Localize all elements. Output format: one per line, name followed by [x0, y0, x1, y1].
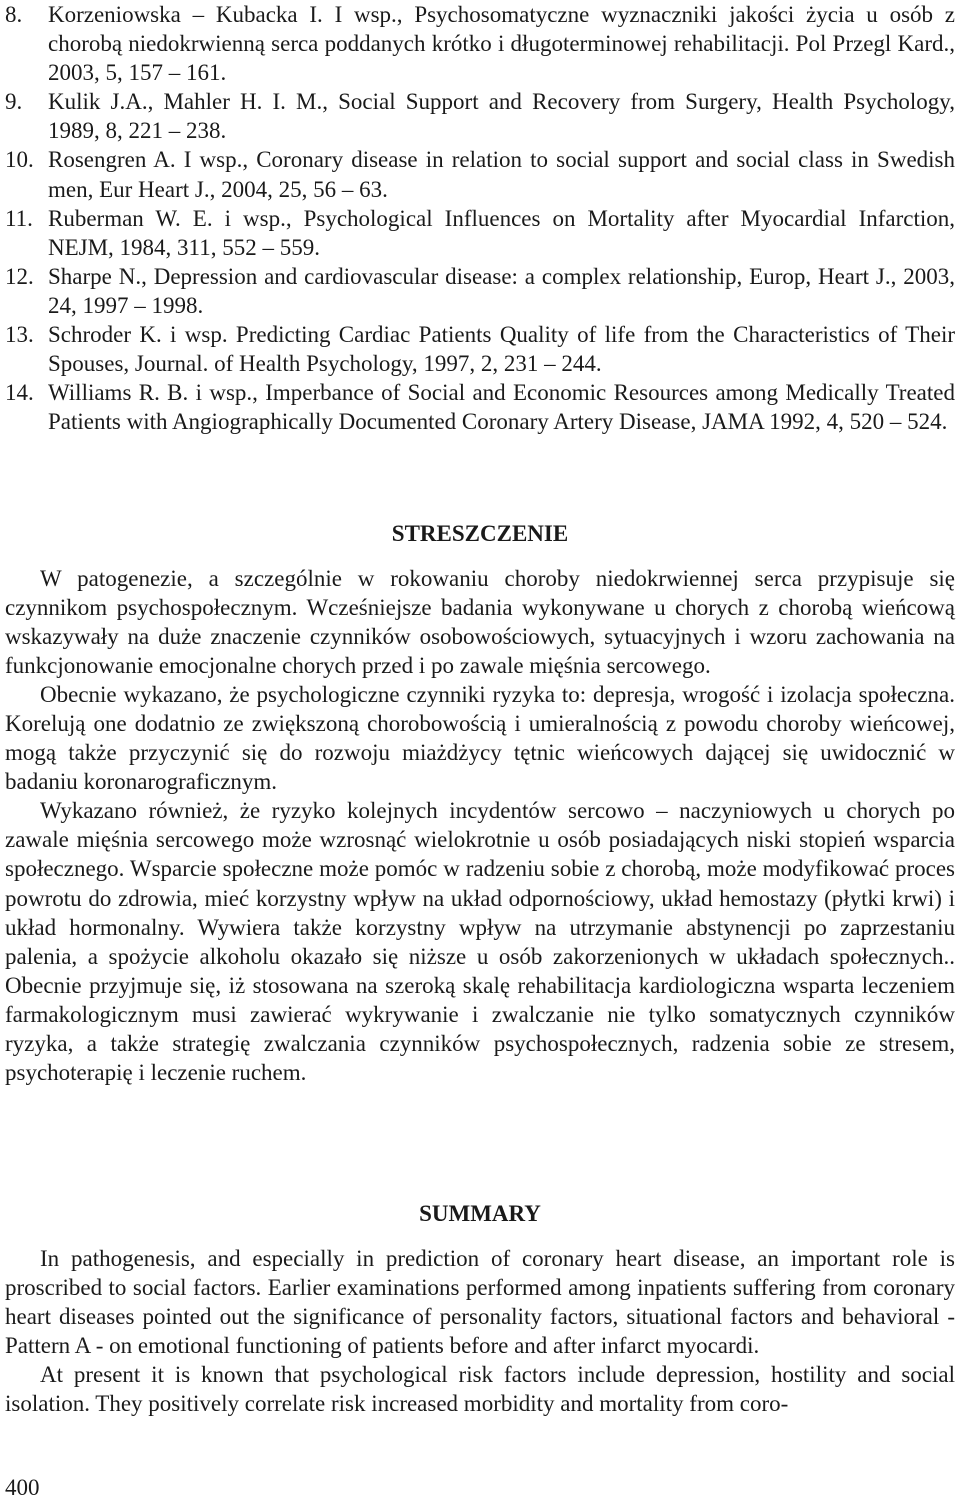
reference-text: Sharpe N., Depression and cardiovascular disease: a complex relationship, Europ, Heart J., 2003, 24, 1997 – 1998. — [48, 263, 955, 318]
reference-item — [5, 145, 955, 203]
streszczenie-paragraph: Wykazano również, że ryzyko kolejnych incydentów sercowo – naczyniowych u chorych po zawale mięśnia sercowego może wzrosnąć wielokrotnie u osób posiadających niski stopień wsparcia społecznego. Wsparcie społeczne może pomóc w radzeniu sobie z chorobą, może modyfikować proces powrotu do zdrowia, mieć korzystny wpływ na układ odpornościowy, układ hemostazy (płytki krwi) i układ hormonalny. Wywiera także korzystny wpływ na utrzymanie abstynencji po zaprzestaniu palenia, a spożycie alkoholu okazało się niższe u osób zakorzenionych w układach społecznych.. Obecnie przyjmuje się, iż stosowana na szeroką skalę rehabilitacja kardiologiczna wsparta leczeniem farmakologicznym musi zawierać wykrywanie i zwalczanie nie tylko somatycznych czynników ryzyka, a także strategię zwalczania czynników psychospołecznych, radzenia sobie ze stresem, psychoterapię i leczenie ruchem. — [5, 798, 955, 1085]
reference-text: Schroder K. i wsp. Predicting Cardiac Patients Quality of life from the Characteristics of Their Spouses, Journal. of Health Psychology, 1997, 2, 231 – 244. — [48, 322, 955, 377]
reference-item — [5, 320, 955, 378]
reference-number: 13. — [5, 322, 34, 348]
streszczenie-paragraph: W patogenezie, a szczególnie w rokowaniu choroby niedokrwiennej serca przypisuje się czynnikom psychospołecznym. Wcześniejsze badania wykonywane u chorych z chorobą wieńcową wskazywały na duże znaczenie czynników osobowościowych, sytuacyjnych i wzoru zachowania na funkcjonowanie emocjonalne chorych przed i po zawale mięśnia sercowego. — [5, 566, 955, 679]
reference-text: Ruberman W. E. i wsp., Psychological Influences on Mortality after Myocardial Infarction, NEJM, 1984, 311, 552 – 559. — [48, 205, 955, 260]
streszczenie-body — [5, 564, 955, 1087]
streszczenie-heading: STRESZCZENIE — [391, 521, 569, 546]
summary-body — [5, 1244, 955, 1418]
summary-paragraph: At present it is known that psychological risk factors include depression, hostility and social isolation. They positively correlate risk increased morbidity and mortality from coro- — [5, 1362, 955, 1417]
summary-heading: SUMMARY — [419, 1201, 541, 1226]
reference-item — [5, 262, 955, 320]
reference-number: 8. — [5, 2, 23, 27]
reference-list — [5, 0, 955, 436]
reference-item — [5, 0, 955, 87]
reference-item — [5, 87, 955, 145]
reference-number: 9. — [5, 89, 23, 115]
reference-text: Williams R. B. i wsp., Imperbance of Social and Economic Resources among Medically Treated Patients with Angiographically Documented Coronary Artery Disease, JAMA 1992, 4, 520 – 524. — [48, 380, 955, 435]
reference-number: 11. — [5, 205, 33, 231]
reference-text: Kulik J.A., Mahler H. I. M., Social Support and Recovery from Surgery, Health Psychology, 1989, 8, 221 – 238. — [48, 89, 955, 144]
reference-number: 12. — [5, 263, 34, 289]
reference-number: 10. — [5, 147, 34, 173]
reference-text: Korzeniowska – Kubacka I. I wsp., Psychosomatyczne wyznaczniki jakości życia u osób z chorobą niedokrwienną serca poddanych krótko i długoterminowej rehabilitacji. Pol Przegl Kard., 2003, 5, 157 – 161. — [48, 2, 955, 86]
summary-paragraph: In pathogenesis, and especially in prediction of coronary heart disease, an important role is proscribed to social factors. Earlier examinations performed among inpatients suffering from coronary heart diseases pointed out the significance of personality factors, situational factors and behavioral - Pattern A - on emotional functioning of patients before and after infarct myocardi. — [5, 1246, 955, 1359]
reference-item — [5, 204, 955, 262]
reference-item — [5, 378, 955, 436]
reference-text: Rosengren A. I wsp., Coronary disease in relation to social support and social class in Swedish men, Eur Heart J., 2004, 25, 56 – 63. — [48, 147, 955, 202]
page-number: 400 — [5, 1475, 40, 1500]
reference-number: 14. — [5, 380, 34, 406]
streszczenie-paragraph: Obecnie wykazano, że psychologiczne czynniki ryzyka to: depresja, wrogość i izolacja społeczna. Korelują one dodatnio ze zwiększoną chorobowością i umieralnością z powodu choroby wieńcowej, mogą także przyczynić się do rozwoju miażdżycy tętnic wieńcowych dającej się uwidocznić w badaniu koronarograficznym. — [5, 682, 955, 795]
